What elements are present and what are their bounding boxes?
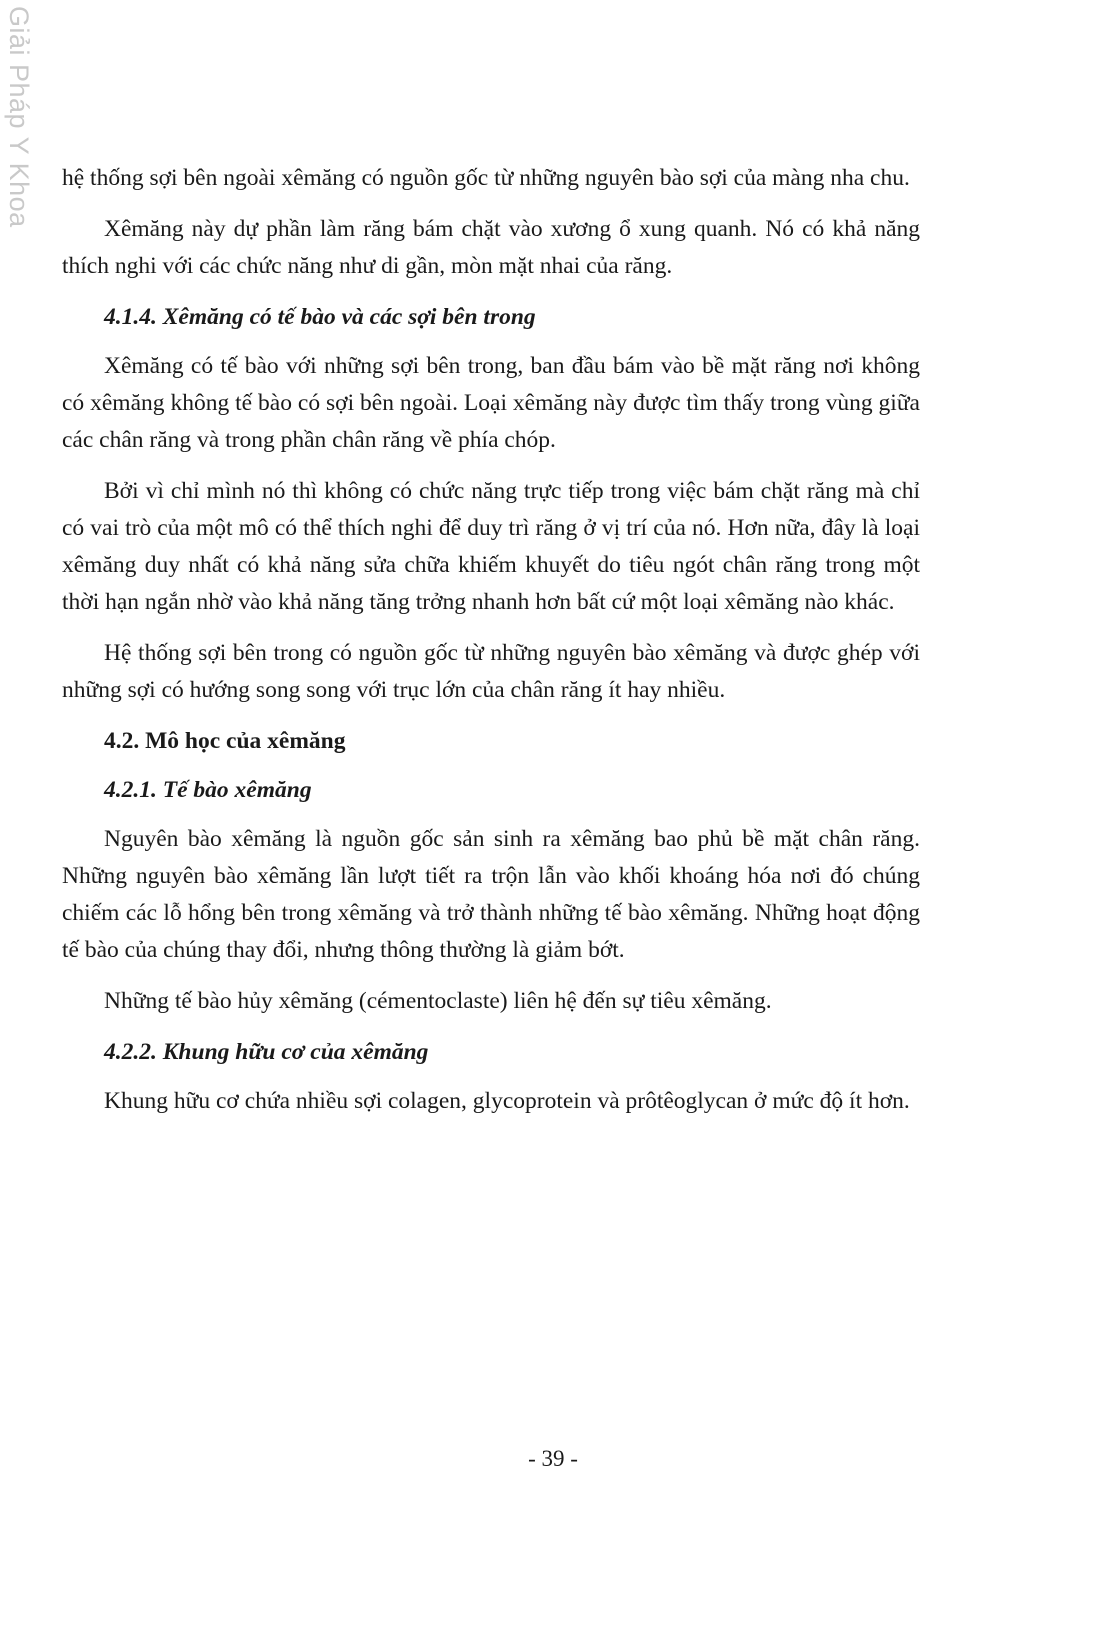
paragraph: Hệ thống sợi bên trong có nguồn gốc từ những nguyên bào xêmăng và được ghép với những sợi có hướng song song với trục lớn của chân răng ít hay nhiều.	[62, 640, 920, 703]
section-heading-4-2-2: 4.2.2. Khung hữu cơ của xêmăng	[104, 1039, 429, 1065]
watermark-text: Giải Pháp Y Khoa	[4, 6, 34, 228]
page-body	[62, 160, 920, 1134]
section-heading-4-2-1: 4.2.1. Tế bào xêmăng	[104, 777, 312, 803]
section-heading-4-2: 4.2. Mô học của xêmăng	[104, 728, 346, 754]
paragraph: Xêmăng này dự phần làm răng bám chặt vào xương ổ xung quanh. Nó có khả năng thích nghi với các chức năng như di gần, mòn mặt nhai của răng.	[62, 216, 920, 279]
section-heading-4-1-4: 4.1.4. Xêmăng có tế bào và các sợi bên trong	[104, 304, 536, 330]
paragraph-continued: hệ thống sợi bên ngoài xêmăng có nguồn gốc từ những nguyên bào sợi của màng nha chu.	[62, 165, 910, 191]
paragraph: Những tế bào hủy xêmăng (cémentoclaste) liên hệ đến sự tiêu xêmăng.	[104, 988, 772, 1014]
paragraph: Xêmăng có tế bào với những sợi bên trong, ban đầu bám vào bề mặt răng nơi không có xêmăng không tế bào có sợi bên ngoài. Loại xêmăng này được tìm thấy trong vùng giữa các chân răng và trong phần chân răng về phía chóp.	[62, 353, 920, 453]
page-number: - 39 -	[528, 1446, 578, 1471]
paragraph: Nguyên bào xêmăng là nguồn gốc sản sinh ra xêmăng bao phủ bề mặt chân răng. Những nguyên bào xêmăng lần lượt tiết ra trộn lẫn vào khối khoáng hóa nơi đó chúng chiếm các lỗ hổng bên trong xêmăng và trở thành những tế bào xêmăng. Những hoạt động tế bào của chúng thay đổi, nhưng thông thường là giảm bớt.	[62, 826, 920, 963]
paragraph: Bởi vì chỉ mình nó thì không có chức năng trực tiếp trong việc bám chặt răng mà chỉ có vai trò của một mô có thể thích nghi để duy trì răng ở vị trí của nó. Hơn nữa, đây là loại xêmăng duy nhất có khả năng sửa chữa khiếm khuyết do tiêu ngót chân răng trong một thời hạn ngắn nhờ vào khả năng tăng trởng nhanh hơn bất cứ một loại xêmăng nào khác.	[62, 478, 920, 615]
paragraph: Khung hữu cơ chứa nhiều sợi colagen, glycoprotein và prôtêoglycan ở mức độ ít hơn.	[104, 1088, 910, 1114]
